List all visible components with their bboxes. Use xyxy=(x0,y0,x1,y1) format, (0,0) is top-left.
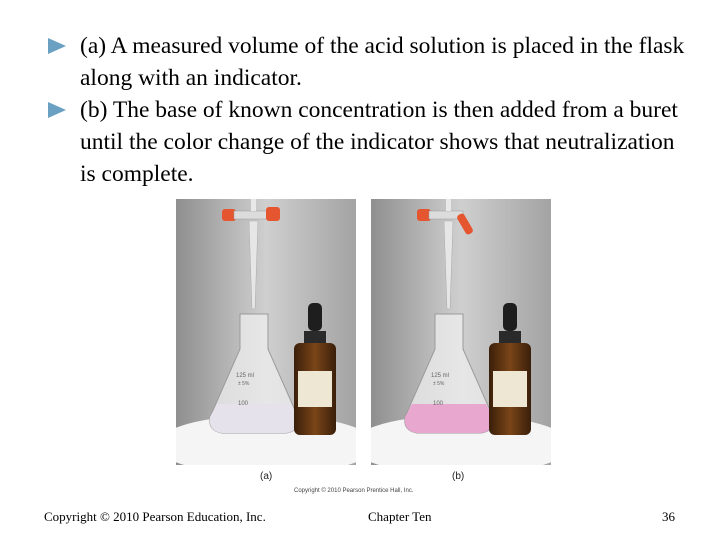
solution-a xyxy=(210,404,299,433)
footer-copyright: Copyright © 2010 Pearson Education, Inc. xyxy=(44,509,266,524)
dropper-cap xyxy=(499,331,521,343)
dropper-cap xyxy=(304,331,326,343)
bullet-text: (b) The base of known concentration is then added from a buret until the color change of the indicator shows that neutralization is complete. xyxy=(80,97,678,187)
bottle-label xyxy=(493,371,527,407)
panel-label-a: (a) xyxy=(260,471,273,482)
dropper-bulb xyxy=(503,303,517,331)
flask-volume-text: 125 ml xyxy=(236,373,255,379)
titration-photo-b xyxy=(371,199,551,465)
titration-figure xyxy=(176,199,552,499)
figure-credit: Copyright © 2010 Pearson Prentice Hall, Inc. xyxy=(294,488,414,494)
bullet-list xyxy=(44,30,694,190)
footer-chapter: Chapter Ten xyxy=(368,509,432,524)
flask-mark-text: 100 xyxy=(238,401,249,407)
stopcock-handle xyxy=(266,207,280,221)
bullet-item xyxy=(44,94,694,190)
bullet-arrow-icon xyxy=(48,102,66,118)
dropper-bulb xyxy=(308,303,322,331)
flask-mark-text: 100 xyxy=(433,401,444,407)
solution-b xyxy=(405,404,494,433)
flask-volume-text: 125 ml xyxy=(431,373,450,379)
flask-accuracy-text: ± 5% xyxy=(238,381,250,387)
footer-page-number: 36 xyxy=(662,509,675,524)
titration-photo-a xyxy=(176,199,356,465)
flask-accuracy-text: ± 5% xyxy=(433,381,445,387)
bullet-item xyxy=(44,30,694,94)
bottle-label xyxy=(298,371,332,407)
panel-label-b: (b) xyxy=(452,471,465,482)
bullet-text: (a) A measured volume of the acid solution is placed in the flask along with an indicator. xyxy=(80,33,685,91)
buret-tube-top xyxy=(251,199,256,211)
buret-tube-top xyxy=(446,199,451,211)
bullet-arrow-icon xyxy=(48,38,66,54)
stopcock-body xyxy=(234,211,268,219)
